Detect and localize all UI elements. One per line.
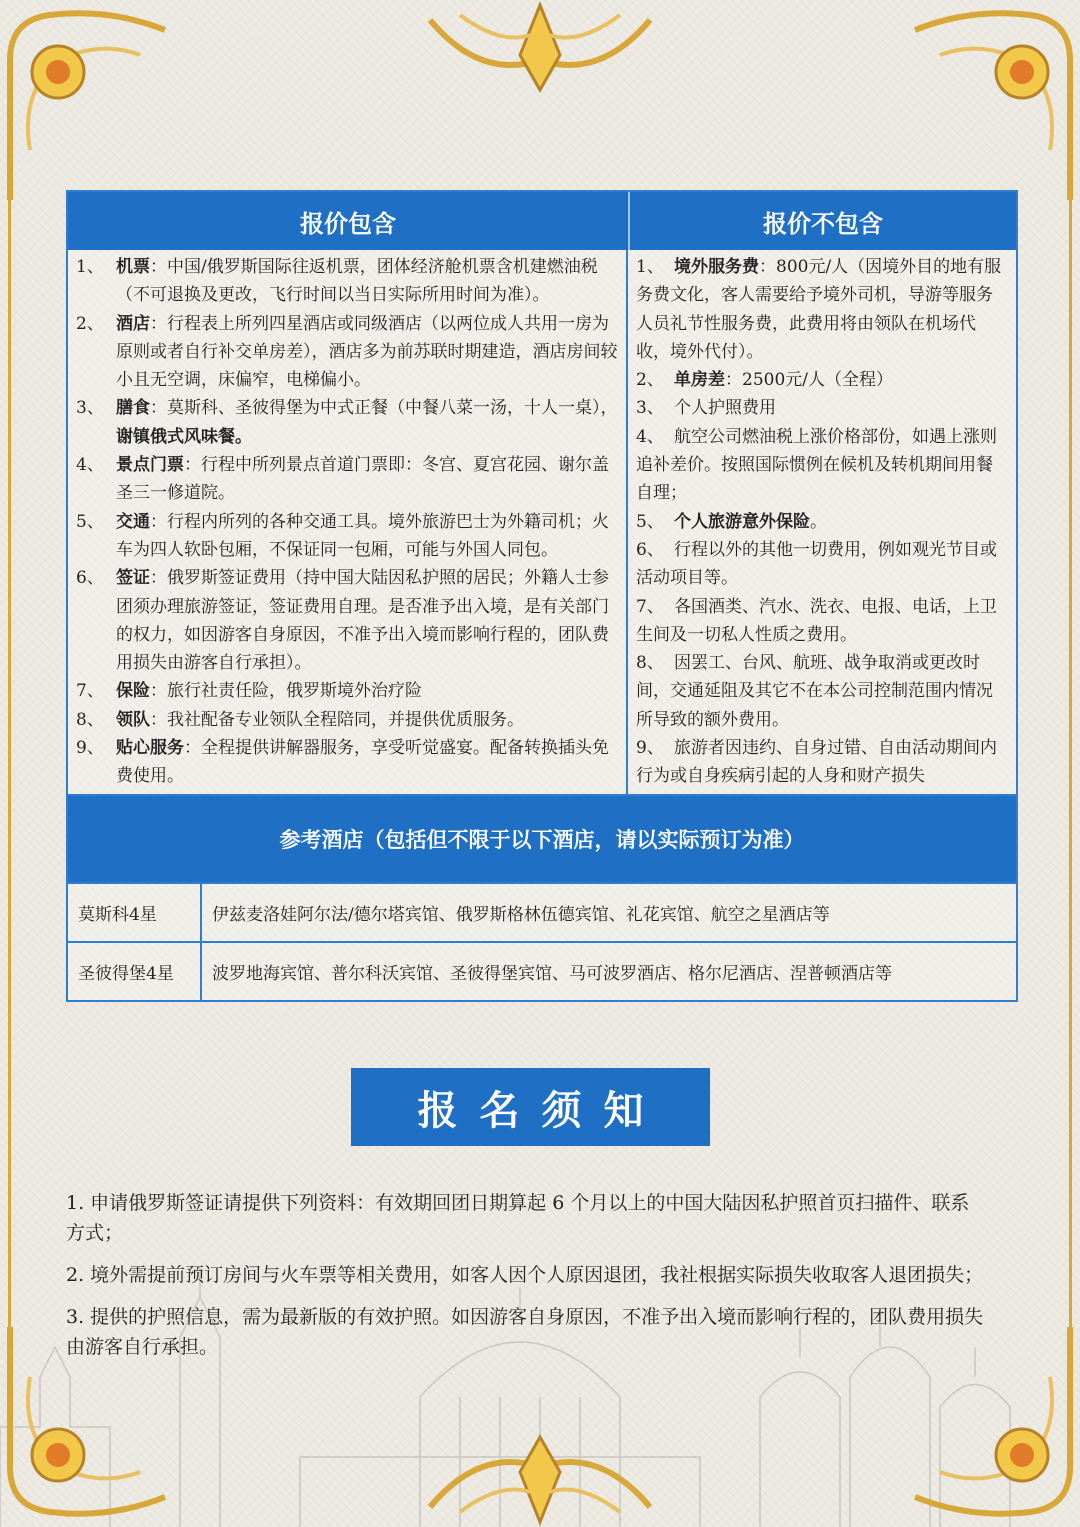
list-item	[636, 734, 1006, 791]
item-text	[674, 370, 893, 390]
item-number: 1、	[636, 257, 664, 277]
item-body: 个人护照费用	[674, 398, 776, 419]
quote-table-header	[68, 192, 1016, 250]
hotel-city: 莫斯科4星	[68, 884, 202, 941]
quote-table	[66, 190, 1018, 1002]
item-text	[116, 394, 618, 451]
notice-item: 2. 境外需提前预订房间与火车票等相关费用，如客人因个人原因退团，我社根据实际损失收取客人退团损失；	[66, 1264, 984, 1286]
list-item	[76, 734, 618, 791]
hotels-title: 参考酒店（包括但不限于以下酒店，请以实际预订为准）	[68, 794, 1016, 882]
item-number: 5、	[636, 511, 664, 532]
item-body: ：2500元/人（全程）	[725, 370, 893, 391]
item-number: 8、	[636, 653, 664, 674]
list-item	[636, 536, 1006, 593]
item-text	[116, 508, 618, 565]
item-number: 2、	[76, 313, 104, 334]
item-body: 旅游者因违约、自身过错、自由活动期间内行为或自身疾病引起的人身和财产损失	[636, 738, 997, 787]
item-body: ：行程中所列景点首道门票即：冬宫、夏宫花园、谢尔盖圣三一修道院。	[116, 455, 609, 504]
hotel-row	[68, 882, 1016, 941]
item-text	[116, 677, 618, 705]
included-title: 报价包含	[68, 192, 630, 250]
item-text	[636, 540, 997, 588]
list-item	[76, 310, 618, 395]
item-key: 贴心服务	[116, 738, 184, 759]
list-item	[76, 508, 618, 565]
item-body: ：莫斯科、圣彼得堡为中式正餐（中餐八菜一汤，十人一桌），	[150, 398, 618, 419]
item-body: 。	[810, 511, 827, 532]
item-body: 行程以外的其他一切费用，例如观光节目或活动项目等。	[636, 539, 997, 589]
corner-ornament-top-right	[910, 0, 1080, 200]
item-number: 9、	[636, 738, 664, 759]
list-item	[636, 423, 1006, 508]
item-body: 各国酒类、汽水、洗衣、电报、电话，上卫生间及一切私人性质之费用。	[636, 596, 997, 645]
list-item	[76, 451, 618, 508]
item-text	[636, 257, 1001, 362]
item-text	[674, 512, 827, 532]
item-text	[116, 451, 618, 508]
item-bold-tail: 谢镇俄式风味餐。	[116, 426, 252, 447]
item-number: 3、	[76, 398, 104, 419]
item-number: 2、	[636, 370, 664, 391]
item-key: 单房差	[674, 370, 725, 391]
hotel-city: 圣彼得堡4星	[68, 943, 202, 1000]
item-text	[636, 597, 997, 645]
list-item	[636, 508, 1006, 536]
list-item	[76, 677, 618, 705]
item-number: 5、	[76, 511, 104, 532]
item-key: 领队	[116, 709, 150, 730]
top-center-ornament	[420, 0, 660, 100]
item-text	[674, 398, 776, 418]
item-key: 保险	[116, 681, 150, 702]
list-item	[636, 593, 1006, 650]
item-number: 7、	[76, 681, 104, 702]
item-key: 境外服务费	[674, 257, 759, 277]
hotel-list: 伊兹麦洛娃阿尔法/德尔塔宾馆、俄罗斯格林伍德宾馆、礼花宾馆、航空之星酒店等	[212, 904, 830, 925]
item-key: 交通	[116, 511, 150, 532]
item-body: ：我社配备专业领队全程陪同，并提供优质服务。	[150, 709, 524, 730]
item-body: ：旅行社责任险，俄罗斯境外治疗险	[150, 681, 422, 702]
item-number: 8、	[76, 709, 104, 730]
item-number: 6、	[76, 568, 104, 589]
item-number: 6、	[636, 539, 664, 560]
item-body: ：行程内所列的各种交通工具。境外旅游巴士为外籍司机；火车为四人软卧包厢，不保证同一包厢，可能与外国人同包。	[116, 511, 609, 560]
list-item	[76, 253, 618, 310]
item-body: ：中国/俄罗斯国际往返机票，团体经济舱机票含机建燃油税（不可退换及更改，飞行时间以当日实际所用时间为准）。	[116, 257, 598, 306]
corner-ornament-top-left	[0, 0, 170, 200]
hotel-row	[68, 941, 1016, 1000]
hotel-list: 波罗地海宾馆、普尔科沃宾馆、圣彼得堡宾馆、马可波罗酒店、格尔尼酒店、涅普顿酒店等	[212, 963, 892, 984]
notice-title: 报名须知	[351, 1068, 710, 1146]
list-item	[636, 649, 1006, 734]
item-key: 酒店	[116, 313, 150, 334]
list-item	[636, 253, 1006, 366]
bottom-center-ornament	[420, 1427, 660, 1527]
included-list	[68, 250, 628, 794]
list-item	[76, 706, 618, 734]
item-text	[636, 427, 997, 504]
item-text	[116, 706, 618, 734]
notice-item: 3. 提供的护照信息，需为最新版的有效护照。如因游客自身原因，不准予出入境而影响行程的，团队费用损失由游客自行承担。	[66, 1306, 984, 1358]
item-key: 个人旅游意外保险	[674, 511, 810, 532]
item-key: 签证	[116, 568, 150, 589]
item-body: 航空公司燃油税上涨价格部份，如遇上涨则追补差价。按照国际惯例在候机及转机期间用餐自理；	[636, 426, 997, 504]
item-body: ：全程提供讲解器服务，享受听觉盛宴。配备转换插头免费使用。	[116, 738, 609, 787]
item-text	[636, 738, 997, 786]
item-text	[116, 734, 618, 791]
notice-item: 1. 申请俄罗斯签证请提供下列资料：有效期回团日期算起 6 个月以上的中国大陆因私护照首页扫描件、联系方式；	[66, 1192, 970, 1244]
item-number: 4、	[636, 426, 664, 447]
item-text	[116, 310, 618, 395]
item-text	[116, 253, 618, 310]
item-key: 膳食	[116, 398, 150, 419]
list-item	[636, 394, 1006, 422]
frame-left-line	[8, 150, 11, 1380]
item-body: 因罢工、台风、航班、战争取消或更改时间，交通延阻及其它不在本公司控制范围内情况所导致的额外费用。	[636, 653, 993, 730]
list-item	[76, 394, 618, 451]
excluded-title: 报价不包含	[763, 209, 883, 238]
list-item	[636, 366, 1006, 394]
list-item	[76, 564, 618, 677]
item-text	[116, 564, 618, 677]
excluded-list	[628, 250, 1016, 794]
item-body: ：行程表上所列四星酒店或同级酒店（以两位成人共用一房为原则或者自行补交单房差），酒店多为前苏联时期建造，酒店房间较小且无空调，床偏窄，电梯偏小。	[116, 313, 618, 391]
item-number: 1、	[76, 257, 104, 277]
item-number: 9、	[76, 738, 104, 759]
item-body: ：俄罗斯签证费用（持中国大陆因私护照的居民；外籍人士参团须办理旅游签证，签证费用自理。是否准予出入境，是有关部门的权力，如因游客自身原因，不准予出入境而影响行程的，团队费用损失由游客自行承担）。	[116, 568, 609, 674]
item-number: 7、	[636, 596, 664, 617]
item-key: 景点门票	[116, 455, 184, 476]
frame-right-line	[1069, 150, 1072, 1380]
notice-list	[66, 1188, 986, 1374]
item-text	[636, 653, 993, 730]
item-body: ：800元/人（因境外目的地有服务费文化，客人需要给予境外司机，导游等服务人员礼节性服务费，此费用将由领队在机场代收，境外代付）。	[636, 257, 1002, 362]
item-key: 机票	[116, 257, 150, 277]
item-number: 4、	[76, 455, 104, 476]
item-number: 3、	[636, 398, 664, 419]
